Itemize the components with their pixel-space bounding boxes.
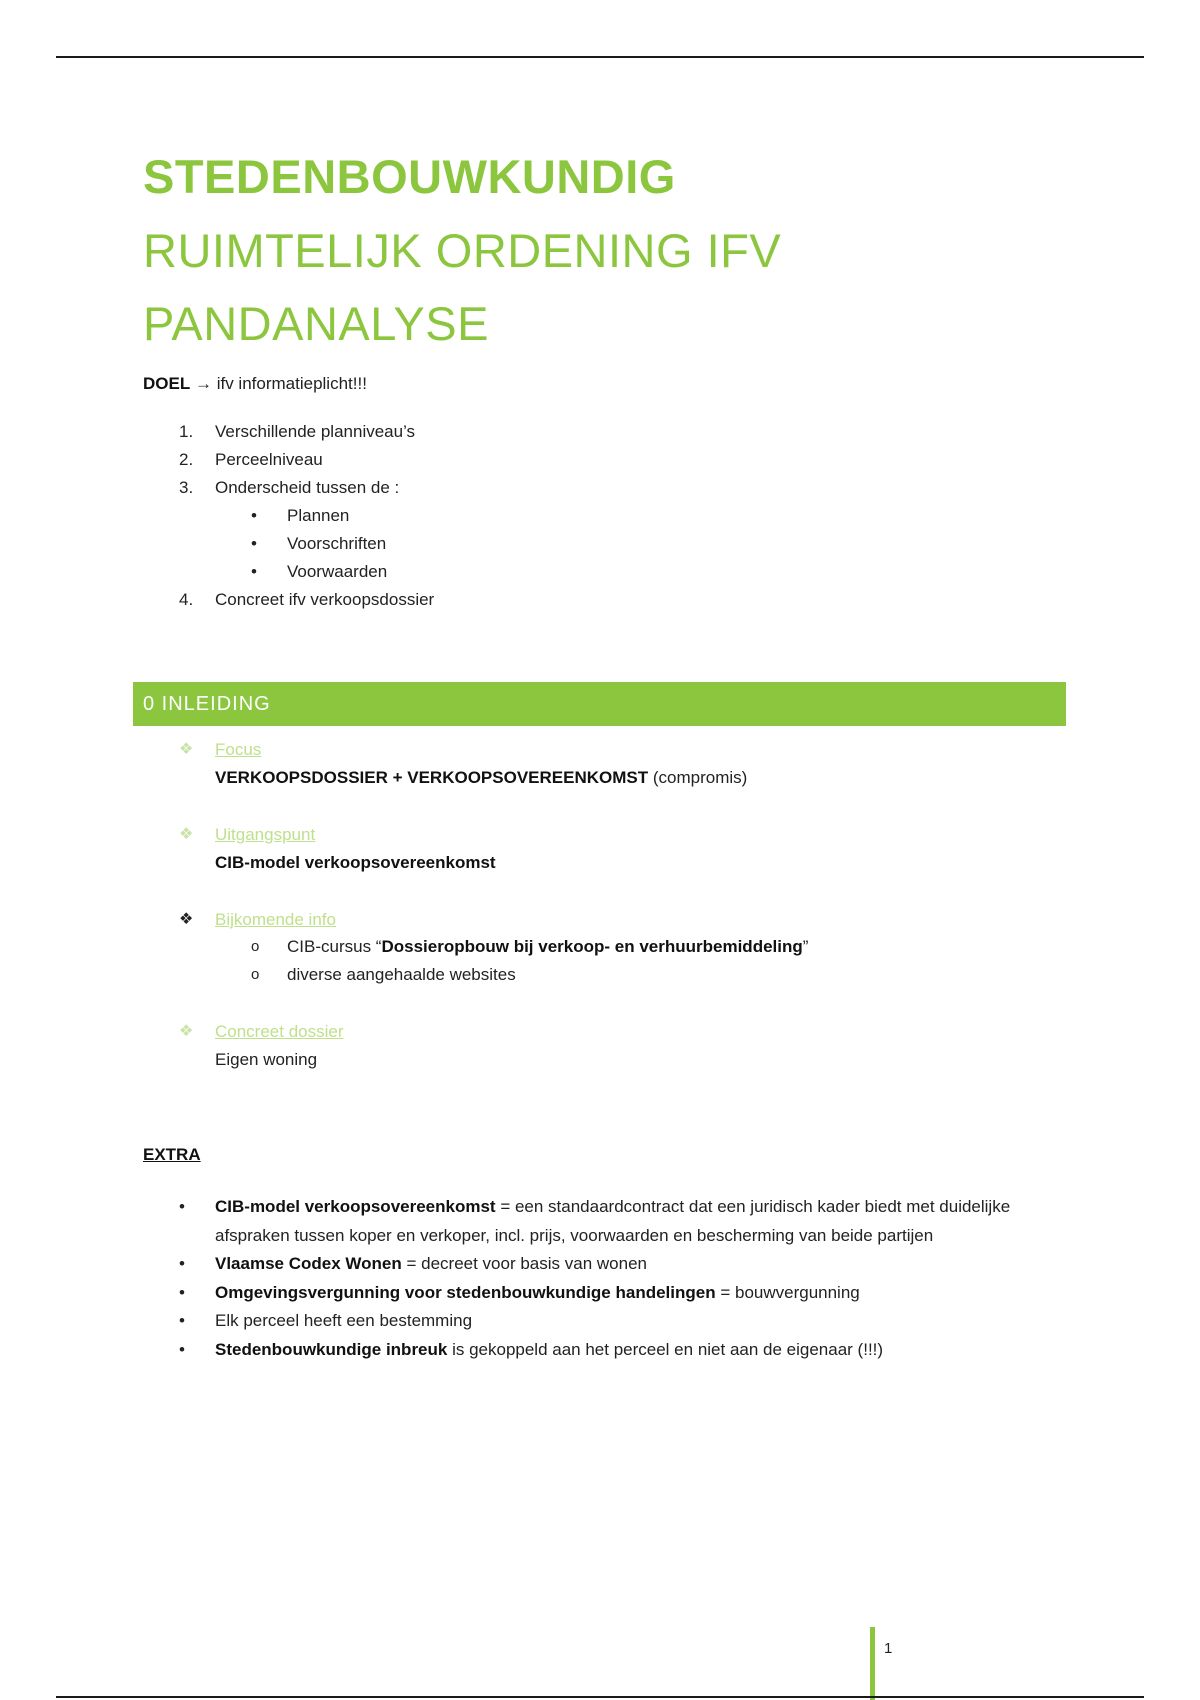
focus-bold-text: VERKOOPSDOSSIER + VERKOOPSOVEREENKOMST	[215, 768, 649, 787]
definition: is gekoppeld aan het perceel en niet aan de eigenaar (!!!)	[447, 1339, 884, 1359]
title-line-1: STEDENBOUWKUNDIG	[143, 150, 676, 203]
bullet-icon: •	[179, 1254, 185, 1273]
arrow-icon: →	[194, 374, 212, 393]
list-number: 1.	[179, 422, 194, 441]
list-item	[143, 1336, 1063, 1365]
list-number: 4.	[179, 590, 194, 609]
list-number: 3.	[179, 478, 194, 497]
extra-bullet-list	[143, 1193, 1063, 1364]
term: Omgevingsvergunning voor stedenbouwkundige handelingen	[215, 1282, 716, 1302]
term: CIB-model verkoopsovereenkomst	[215, 1197, 496, 1216]
bijkomende-heading: Bijkomende info	[215, 910, 336, 929]
term: Vlaamse Codex Wonen	[215, 1254, 402, 1273]
bullet-icon: •	[179, 1339, 185, 1359]
term: Stedenbouwkundige inbreuk	[215, 1339, 448, 1359]
diamond-bullet-icon: ❖	[179, 911, 194, 928]
definition: = een standaardcontract dat een juridisch kader biedt met duidelijke afspraken tussen koper en verkoper, incl. prijs, voorwaarden en bescherming van beide partijen	[215, 1197, 1011, 1245]
definition: = bouwvergunning	[715, 1282, 860, 1302]
list-item	[143, 1307, 1063, 1336]
focus-body	[215, 765, 747, 791]
extra-heading: EXTRA	[143, 1145, 201, 1164]
diamond-bullet-icon: ❖	[179, 741, 194, 758]
footer-rule	[56, 1696, 1144, 1698]
definition: = decreet voor basis van wonen	[401, 1254, 647, 1273]
focus-rest-text: (compromis)	[648, 768, 748, 787]
sub-list-text: Plannen	[287, 506, 350, 525]
list-item	[143, 1250, 1063, 1279]
sub-list-text: Voorwaarden	[287, 562, 388, 581]
bullet-icon: •	[251, 562, 257, 581]
course-suffix: ”	[802, 937, 809, 956]
list-number: 2.	[179, 450, 194, 469]
bullet-icon: •	[179, 1311, 185, 1330]
bullet-icon: •	[251, 534, 257, 553]
sub-list-text	[287, 934, 808, 960]
doel-line	[143, 374, 367, 394]
list-text: Concreet ifv verkoopsdossier	[215, 590, 435, 609]
section-heading-bar	[133, 682, 1066, 726]
page-number-bar	[870, 1627, 875, 1700]
concreet-heading: Concreet dossier	[215, 1022, 344, 1041]
list-item	[143, 1279, 1063, 1308]
page-number: 1	[884, 1640, 893, 1657]
uitgangspunt-body	[215, 850, 496, 876]
sub-list-text: Voorschriften	[287, 534, 387, 553]
list-text: Perceelniveau	[215, 450, 323, 469]
uitgangspunt-bold-text: CIB-model verkoopsovereenkomst	[215, 853, 496, 872]
doel-text: ifv informatieplicht!!!	[216, 374, 367, 393]
list-text: Onderscheid tussen de :	[215, 478, 400, 497]
circle-bullet-icon: o	[251, 938, 260, 955]
concreet-body: Eigen woning	[215, 1050, 318, 1069]
list-text: Verschillende planniveau’s	[215, 422, 416, 441]
header-rule	[56, 56, 1144, 58]
bullet-icon: •	[179, 1282, 185, 1302]
diamond-bullet-icon: ❖	[179, 1023, 194, 1040]
title-line-2: RUIMTELIJK ORDENING IFV	[143, 224, 782, 277]
focus-heading: Focus	[215, 740, 262, 759]
definition: Elk perceel heeft een bestemming	[215, 1311, 473, 1330]
section-title: 0 INLEIDING	[143, 693, 271, 715]
doel-label: DOEL	[143, 374, 191, 393]
bullet-icon: •	[251, 506, 257, 525]
circle-bullet-icon: o	[251, 966, 260, 983]
diamond-bullet-icon: ❖	[179, 826, 194, 843]
course-title: Dossieropbouw bij verkoop- en verhuurbemiddeling	[381, 937, 803, 956]
bullet-icon: •	[179, 1197, 185, 1216]
title-line-3: PANDANALYSE	[143, 297, 489, 350]
list-item	[143, 1193, 1063, 1250]
uitgangspunt-heading: Uitgangspunt	[215, 825, 316, 844]
sub-list-text: diverse aangehaalde websites	[287, 965, 516, 984]
course-prefix: CIB-cursus “	[287, 937, 382, 956]
